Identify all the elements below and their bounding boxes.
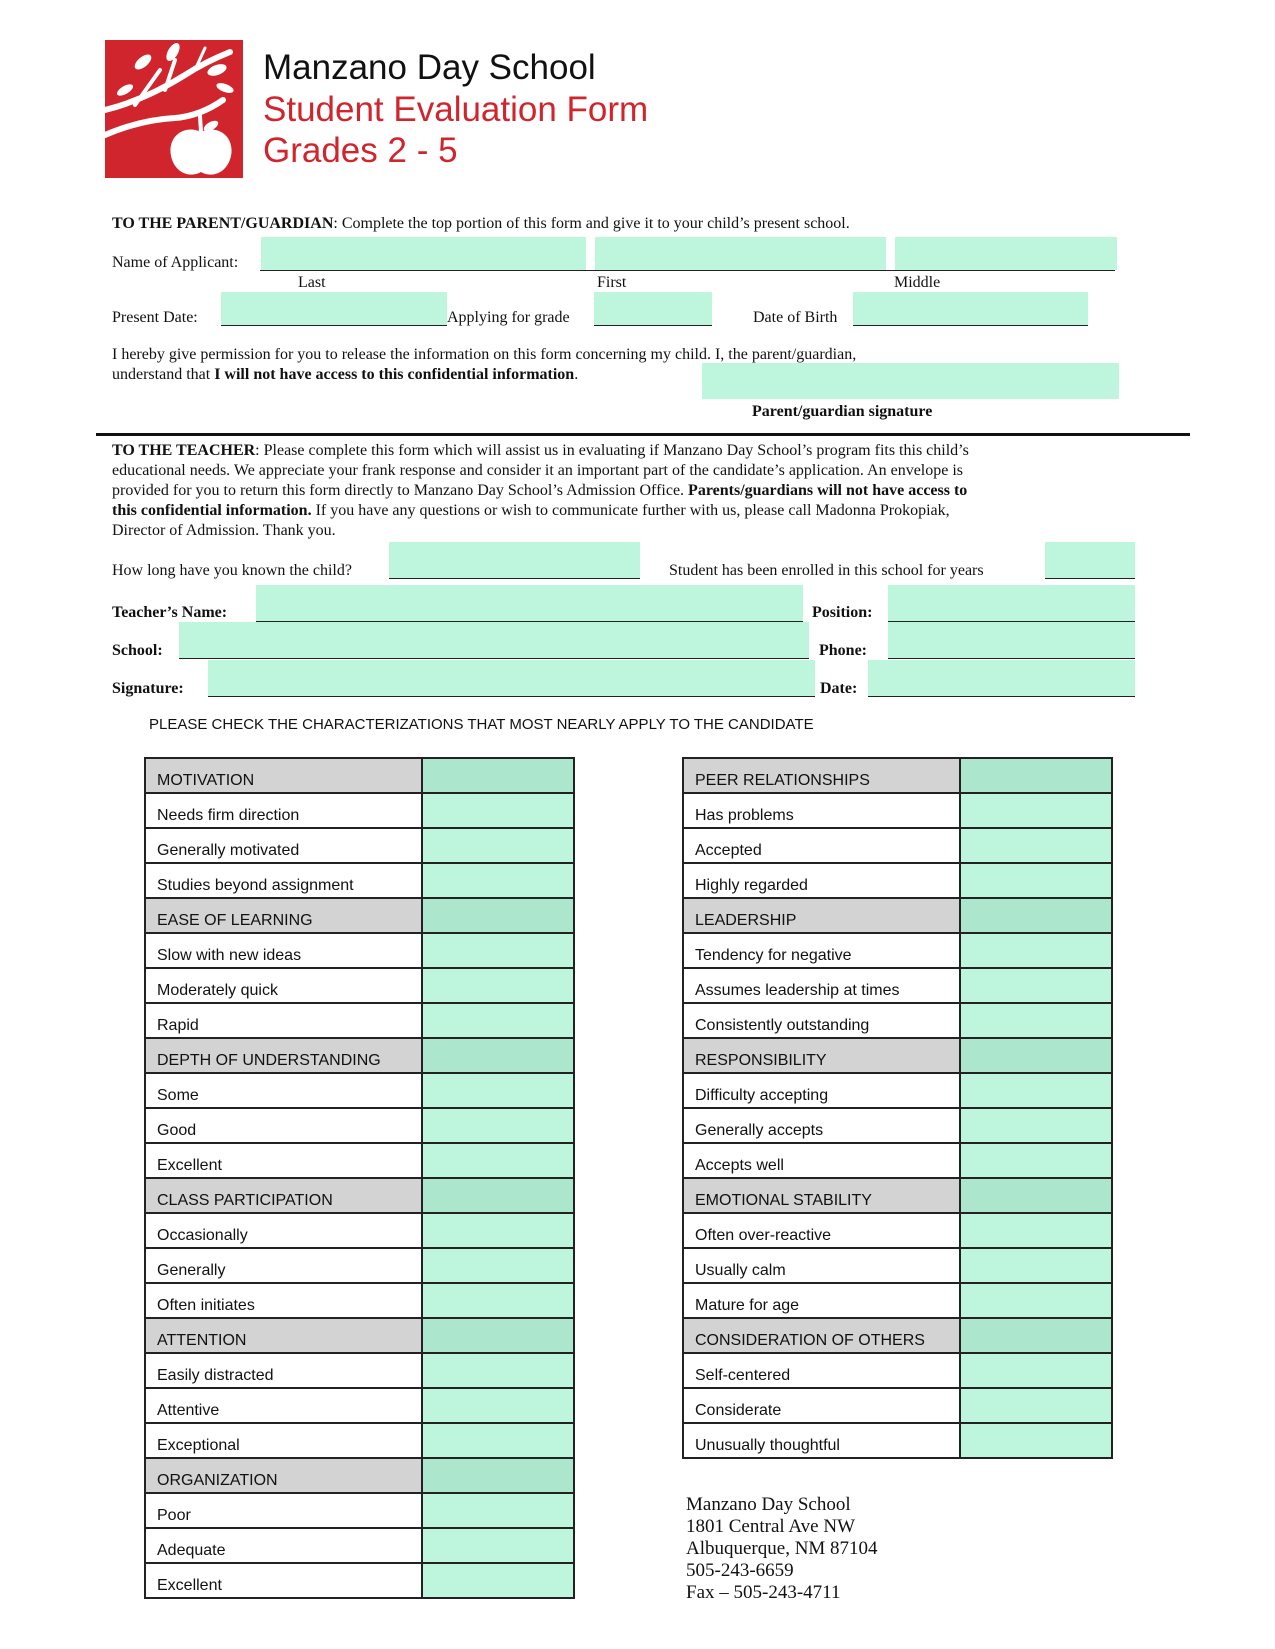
category-header-cell [422, 1038, 574, 1073]
check-box-attentive[interactable] [422, 1388, 574, 1423]
teacher-intro-line4 [112, 501, 950, 521]
characterization-label: Unusually thoughtful [683, 1423, 960, 1458]
teacher-intro-heading: TO THE TEACHER [112, 442, 256, 459]
school-label: School: [112, 642, 163, 659]
characterization-label: Difficulty accepting [683, 1073, 960, 1108]
check-box-tendency-for-negative[interactable] [960, 933, 1112, 968]
characterization-label: Occasionally [145, 1213, 422, 1248]
characterization-label: Attentive [145, 1388, 422, 1423]
teacher-intro-line2: educational needs. We appreciate your frank response and consider it an important part of the candidate’s application. An envelope is [112, 462, 964, 479]
check-box-highly-regarded[interactable] [960, 863, 1112, 898]
characterization-row [683, 968, 1112, 1003]
date-of-birth-field[interactable] [853, 292, 1088, 326]
check-box-accepts-well[interactable] [960, 1143, 1112, 1178]
category-title: EASE OF LEARNING [145, 898, 422, 933]
characterization-row [683, 793, 1112, 828]
known-child-label: How long have you known the child? [112, 562, 352, 579]
school-logo [105, 40, 243, 178]
address-street: 1801 Central Ave NW [686, 1516, 856, 1537]
characterization-label: Some [145, 1073, 422, 1108]
check-box-usually-calm[interactable] [960, 1248, 1112, 1283]
school-field[interactable] [179, 622, 809, 659]
characterization-label: Needs firm direction [145, 793, 422, 828]
characterization-row [145, 1493, 574, 1528]
category-header-cell [422, 1178, 574, 1213]
permission-text-bold: I will not have access to this confidential information [214, 366, 575, 383]
characterization-label: Highly regarded [683, 863, 960, 898]
permission-text-end: . [574, 366, 579, 383]
category-header-row [145, 758, 574, 793]
parent-intro [112, 214, 850, 234]
position-field[interactable] [888, 585, 1135, 622]
check-box-good[interactable] [422, 1108, 574, 1143]
characterization-label: Rapid [145, 1003, 422, 1038]
characterization-table-right [682, 757, 1113, 1459]
check-box-self-centered[interactable] [960, 1353, 1112, 1388]
last-name-caption: Last [298, 274, 326, 291]
check-box-needs-firm-direction[interactable] [422, 793, 574, 828]
category-header-row [683, 758, 1112, 793]
category-header-row [683, 898, 1112, 933]
category-header-cell [422, 898, 574, 933]
address-name: Manzano Day School [686, 1494, 851, 1515]
characterization-row [683, 1108, 1112, 1143]
check-box-easily-distracted[interactable] [422, 1353, 574, 1388]
characterization-label: Usually calm [683, 1248, 960, 1283]
category-title: ORGANIZATION [145, 1458, 422, 1493]
check-box-generally-accepts[interactable] [960, 1108, 1112, 1143]
characterization-label: Generally motivated [145, 828, 422, 863]
permission-text-line2 [112, 365, 578, 385]
check-box-adequate[interactable] [422, 1528, 574, 1563]
check-box-poor[interactable] [422, 1493, 574, 1528]
check-box-exceptional[interactable] [422, 1423, 574, 1458]
characterization-label: Accepts well [683, 1143, 960, 1178]
characterization-label: Accepted [683, 828, 960, 863]
characterization-row [145, 1388, 574, 1423]
check-box-some[interactable] [422, 1073, 574, 1108]
date-label: Date: [820, 680, 858, 697]
check-box-slow-with-new-ideas[interactable] [422, 933, 574, 968]
characterization-label: Moderately quick [145, 968, 422, 1003]
characterization-label: Tendency for negative [683, 933, 960, 968]
characterization-row [683, 1073, 1112, 1108]
enrolled-years-label: Student has been enrolled in this school for years [669, 562, 984, 579]
school-name: Manzano Day School [263, 48, 596, 87]
characterization-label: Consistently outstanding [683, 1003, 960, 1038]
check-box-occasionally[interactable] [422, 1213, 574, 1248]
characterization-label: Studies beyond assignment [145, 863, 422, 898]
category-header-cell [960, 758, 1112, 793]
check-box-often-over-reactive[interactable] [960, 1213, 1112, 1248]
teacher-intro-text: : Please complete this form which will assist us in evaluating if Manzano Day School’s program fits this child’s [255, 442, 969, 459]
characterization-row [145, 933, 574, 968]
parent-signature-label: Parent/guardian signature [752, 403, 933, 420]
check-box-excellent[interactable] [422, 1563, 574, 1598]
check-instruction: PLEASE CHECK THE CHARACTERIZATIONS THAT MOST NEARLY APPLY TO THE CANDIDATE [149, 716, 814, 733]
teacher-intro-line5: Director of Admission. Thank you. [112, 522, 336, 539]
check-box-has-problems[interactable] [960, 793, 1112, 828]
check-box-assumes-leadership-at-times[interactable] [960, 968, 1112, 1003]
characterization-label: Poor [145, 1493, 422, 1528]
teacher-intro-line3 [112, 481, 967, 501]
phone-field[interactable] [888, 622, 1135, 659]
parent-intro-heading: TO THE PARENT/GUARDIAN [112, 215, 334, 232]
category-title: MOTIVATION [145, 758, 422, 793]
category-header-cell [960, 898, 1112, 933]
address-phone: 505-243-6659 [686, 1560, 794, 1581]
characterization-row [145, 1143, 574, 1178]
parent-signature-field[interactable] [702, 363, 1119, 399]
characterization-table-left [144, 757, 575, 1599]
characterization-row [145, 1423, 574, 1458]
category-header-cell [422, 758, 574, 793]
category-title: DEPTH OF UNDERSTANDING [145, 1038, 422, 1073]
characterization-label: Often over-reactive [683, 1213, 960, 1248]
category-header-row [683, 1318, 1112, 1353]
grades-label: Grades 2 - 5 [263, 131, 458, 170]
characterization-row [683, 933, 1112, 968]
category-header-row [145, 1458, 574, 1493]
check-box-accepted[interactable] [960, 828, 1112, 863]
characterization-row [145, 1108, 574, 1143]
teacher-intro-line1 [112, 441, 969, 461]
category-title: LEADERSHIP [683, 898, 960, 933]
category-title: RESPONSIBILITY [683, 1038, 960, 1073]
characterization-row [145, 1283, 574, 1318]
check-box-generally-motivated[interactable] [422, 828, 574, 863]
category-title: CONSIDERATION OF OTHERS [683, 1318, 960, 1353]
category-header-cell [422, 1458, 574, 1493]
characterization-row [683, 1143, 1112, 1178]
characterization-label: Mature for age [683, 1283, 960, 1318]
section-divider [96, 433, 1190, 436]
characterization-row [145, 968, 574, 1003]
check-box-excellent[interactable] [422, 1143, 574, 1178]
characterization-label: Excellent [145, 1563, 422, 1598]
category-header-row [145, 1038, 574, 1073]
characterization-row [145, 1248, 574, 1283]
date-of-birth-label: Date of Birth [753, 309, 838, 326]
characterization-label: Self-centered [683, 1353, 960, 1388]
characterization-row [683, 1423, 1112, 1458]
category-header-row [145, 1318, 574, 1353]
characterization-row [145, 828, 574, 863]
category-header-row [145, 1178, 574, 1213]
characterization-label: Easily distracted [145, 1353, 422, 1388]
category-header-row [145, 898, 574, 933]
permission-text-start: understand that [112, 366, 215, 383]
check-box-consistently-outstanding[interactable] [960, 1003, 1112, 1038]
teacher-signature-label: Signature: [112, 680, 184, 697]
characterization-label: Generally [145, 1248, 422, 1283]
teacher-name-field[interactable] [256, 585, 803, 622]
present-date-label: Present Date: [112, 309, 198, 326]
characterization-row [145, 1003, 574, 1038]
characterization-label: Generally accepts [683, 1108, 960, 1143]
applying-grade-field[interactable] [594, 292, 712, 326]
parent-intro-text: : Complete the top portion of this form and give it to your child’s present school. [333, 215, 850, 232]
applying-grade-label: Applying for grade [447, 309, 570, 326]
check-box-often-initiates[interactable] [422, 1283, 574, 1318]
characterization-row [683, 1283, 1112, 1318]
category-header-cell [960, 1318, 1112, 1353]
applicant-first-name-field[interactable] [595, 237, 886, 270]
characterization-row [145, 863, 574, 898]
category-title: PEER RELATIONSHIPS [683, 758, 960, 793]
characterization-row [683, 1353, 1112, 1388]
permission-text-line1: I hereby give permission for you to release the information on this form concerning my child. I, the parent/guardian, [112, 346, 857, 363]
characterization-label: Assumes leadership at times [683, 968, 960, 1003]
check-box-generally[interactable] [422, 1248, 574, 1283]
middle-name-caption: Middle [894, 274, 941, 291]
characterization-row [145, 793, 574, 828]
teacher-intro-line3-text: provided for you to return this form directly to Manzano Day School’s Admission Office. [112, 482, 689, 499]
characterization-row [683, 1213, 1112, 1248]
characterization-label: Considerate [683, 1388, 960, 1423]
phone-label: Phone: [819, 642, 867, 659]
enrolled-years-field[interactable] [1045, 542, 1135, 579]
form-title: Student Evaluation Form [263, 90, 649, 129]
check-box-considerate[interactable] [960, 1388, 1112, 1423]
position-label: Position: [812, 604, 873, 621]
category-title: CLASS PARTICIPATION [145, 1178, 422, 1213]
characterization-row [683, 863, 1112, 898]
characterization-row [145, 1528, 574, 1563]
category-title: ATTENTION [145, 1318, 422, 1353]
school-address [686, 1494, 878, 1604]
date-field[interactable] [868, 660, 1135, 697]
check-box-difficulty-accepting[interactable] [960, 1073, 1112, 1108]
check-box-unusually-thoughtful[interactable] [960, 1423, 1112, 1458]
teacher-intro-line4-text: If you have any questions or wish to communicate further with us, please call Madonna Prokopiak, [311, 502, 950, 519]
category-header-row [683, 1038, 1112, 1073]
characterization-label: Excellent [145, 1143, 422, 1178]
characterization-label: Often initiates [145, 1283, 422, 1318]
applicant-name-label: Name of Applicant: [112, 254, 239, 271]
characterization-row [683, 1248, 1112, 1283]
characterization-row [145, 1213, 574, 1248]
known-child-field[interactable] [389, 542, 640, 579]
category-header-cell [422, 1318, 574, 1353]
teacher-signature-field[interactable] [208, 660, 815, 697]
applicant-middle-name-field[interactable] [895, 237, 1117, 270]
characterization-label: Exceptional [145, 1423, 422, 1458]
characterization-label: Good [145, 1108, 422, 1143]
applicant-last-name-field[interactable] [261, 237, 586, 270]
characterization-row [683, 1003, 1112, 1038]
apple-tree-icon [105, 40, 243, 178]
characterization-label: Slow with new ideas [145, 933, 422, 968]
address-city: Albuquerque, NM 87104 [686, 1538, 878, 1559]
characterization-row [145, 1353, 574, 1388]
check-box-mature-for-age[interactable] [960, 1283, 1112, 1318]
characterization-row [683, 1388, 1112, 1423]
teacher-intro-line4-bold: this confidential information. [112, 502, 312, 519]
category-header-row [683, 1178, 1112, 1213]
characterization-label: Has problems [683, 793, 960, 828]
teacher-intro-line3-bold: Parents/guardians will not have access to [688, 482, 968, 499]
teacher-name-label: Teacher’s Name: [112, 604, 228, 621]
first-name-caption: First [597, 274, 627, 291]
category-header-cell [960, 1038, 1112, 1073]
characterization-row [145, 1073, 574, 1108]
check-box-studies-beyond-assignment[interactable] [422, 863, 574, 898]
characterization-label: Adequate [145, 1528, 422, 1563]
characterization-row [145, 1563, 574, 1598]
category-header-cell [960, 1178, 1112, 1213]
category-title: EMOTIONAL STABILITY [683, 1178, 960, 1213]
address-fax: Fax – 505-243-4711 [686, 1582, 841, 1603]
check-box-moderately-quick[interactable] [422, 968, 574, 1003]
check-box-rapid[interactable] [422, 1003, 574, 1038]
applicant-name-underline [260, 270, 1115, 271]
characterization-row [683, 828, 1112, 863]
present-date-field[interactable] [221, 292, 447, 326]
